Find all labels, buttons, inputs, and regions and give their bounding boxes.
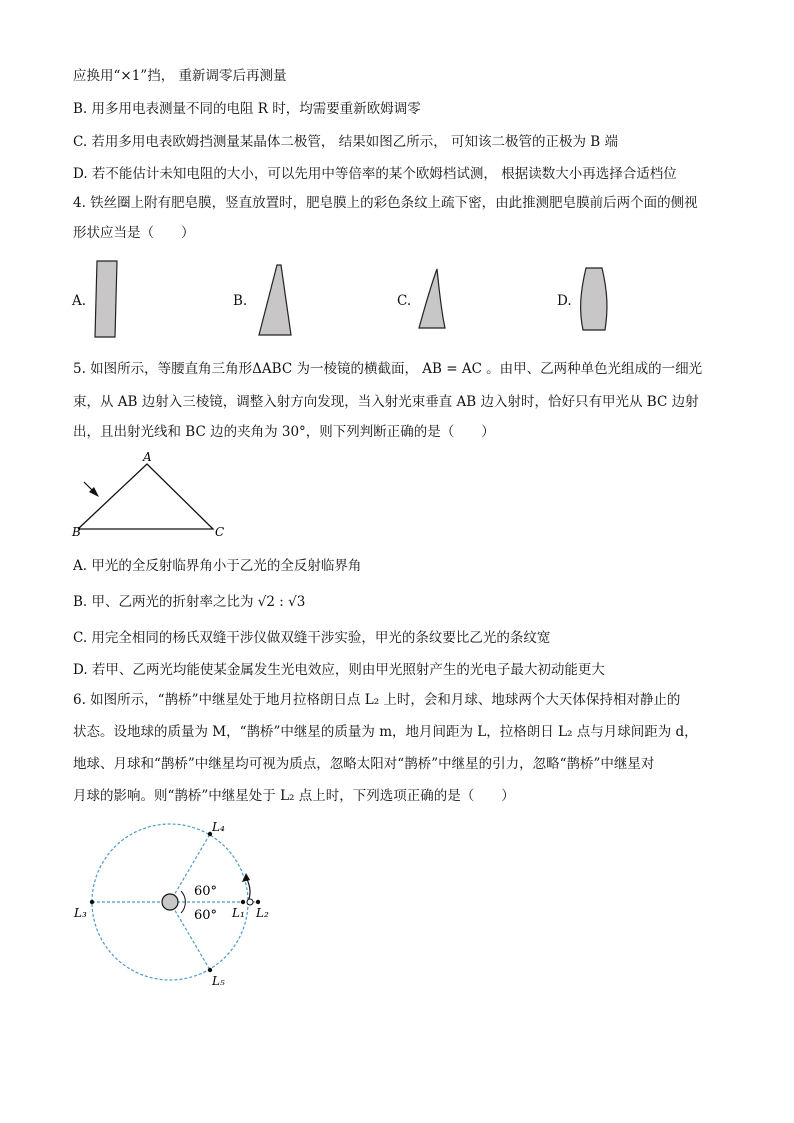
- l5-point: [208, 968, 212, 972]
- film-shape-c: [412, 266, 452, 334]
- l3-label: L₃: [74, 906, 87, 920]
- question-4-line-1: 4. 铁丝圈上附有肥皂膜，竖直放置时，肥皂膜上的彩色条纹上疏下密，由此推测肥皂膜前后两个面的侧视: [73, 195, 698, 211]
- q4-option-b-label: B.: [233, 293, 248, 309]
- angle-top-label: 60°: [194, 884, 218, 899]
- q4-option-c-label: C.: [397, 293, 412, 309]
- q4-option-d-label: D.: [557, 293, 572, 309]
- vertex-c-label: C: [215, 525, 225, 539]
- question-5-line-1: 5. 如图所示，等腰直角三角形ΔABC 为一棱镜的横截面， AB = AC 。由甲、乙两种单色光组成的一细光: [73, 361, 703, 377]
- text-line-option-b: B. 用多用电表测量不同的电阻 R 时，均需要重新欧姆调零: [73, 101, 421, 117]
- film-shape-b: [250, 262, 300, 340]
- earth-body: [162, 894, 178, 910]
- l4-label: L₄: [212, 820, 225, 834]
- angle-bottom-label: 60°: [194, 908, 218, 923]
- q5-option-d: D. 若甲、乙两光均能使某金属发生光电效应，则由甲光照射产生的光电子最大初动能更大: [73, 662, 605, 678]
- prism-triangle-diagram: [66, 448, 246, 548]
- film-shape-a: [90, 258, 130, 340]
- question-4-line-2: 形状应当是（ ）: [73, 225, 195, 241]
- question-5-line-2: 束，从 AB 边射入三棱镜，调整入射方向发现，当入射光束垂直 AB 边入射时，恰好只有甲光从 BC 边射: [73, 394, 699, 410]
- film-shape-d: [574, 265, 614, 335]
- question-6-line-1: 6. 如图所示，“鹊桥”中继星处于地月拉格朗日点 L₂ 上时，会和月球、地球两个大天体保持相对静止的: [73, 692, 681, 708]
- q5-option-b: B. 甲、乙两光的折射率之比为 √2 : √3: [73, 594, 306, 610]
- q4-option-a-label: A.: [72, 293, 87, 309]
- l1-point: [241, 900, 245, 904]
- l2-point: [256, 900, 260, 904]
- lagrange-points-diagram: [70, 815, 280, 993]
- question-6-line-2: 状态。设地球的质量为 M，“鹊桥”中继星的质量为 m，地月间距为 L，拉格朗日 L₂ 点与月球间距为 d，: [73, 724, 698, 740]
- text-line-option-c: C. 若用多用电表欧姆挡测量某晶体二极管， 结果如图乙所示， 可知该二极管的正极为 B 端: [73, 134, 619, 150]
- text-line-option-a-continuation: 应换用“×1”挡， 重新调零后再测量: [73, 68, 287, 84]
- q5-option-a: A. 甲光的全反射临界角小于乙光的全反射临界角: [73, 558, 362, 574]
- vertex-a-label: A: [143, 450, 152, 464]
- question-6-line-4: 月球的影响。则“鹊桥”中继星处于 L₂ 点上时，下列选项正确的是（ ）: [73, 788, 515, 804]
- q5-option-c: C. 用完全相同的杨氏双缝干涉仪做双缝干涉实验，甲光的条纹要比乙光的条纹宽: [73, 630, 551, 646]
- question-5-line-3: 出，且出射光线和 BC 边的夹角为 30°，则下列判断正确的是（ ）: [73, 424, 495, 440]
- question-6-line-3: 地球、月球和“鹊桥”中继星均可视为质点，忽略太阳对“鹊桥”中继星的引力，忽略“鹊桥”中继星对: [73, 756, 655, 772]
- vertex-b-label: B: [72, 525, 81, 539]
- l1-label: L₁: [232, 906, 245, 920]
- moon-body: [247, 899, 253, 905]
- l3-point: [90, 900, 94, 904]
- text-line-option-d: D. 若不能估计未知电阻的大小，可以先用中等倍率的某个欧姆档试测， 根据读数大小再选择合适档位: [73, 166, 677, 182]
- l5-label: L₅: [212, 974, 225, 988]
- l2-label: L₂: [256, 906, 269, 920]
